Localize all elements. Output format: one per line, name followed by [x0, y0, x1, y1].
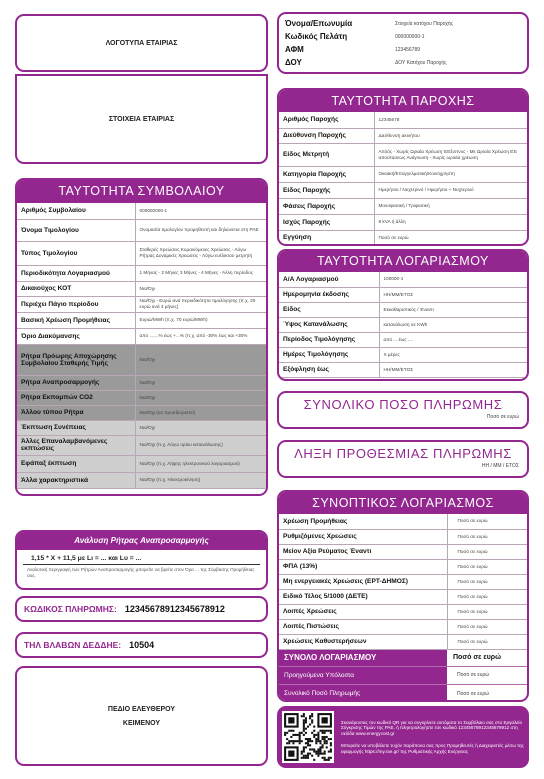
contract-row-label: Άλλες Επαναλαμβανόμενες εκπτώσεις	[17, 435, 135, 455]
contract-row-label: Περιοδικότητα Λογαριασμού	[17, 265, 135, 281]
customer-row	[285, 30, 521, 43]
summary-box	[277, 490, 529, 702]
customer-box	[277, 12, 529, 74]
supply-table	[279, 112, 527, 246]
account-row	[279, 287, 527, 302]
contract-title: ΤΑΥΤΟΤΗΤΑ ΣΥΜΒΟΛΑΙΟΥ	[17, 180, 266, 203]
summary-title: ΣΥΝΟΠΤΙΚΟΣ ΛΟΓΑΡΙΑΣΜΟΣ	[279, 492, 527, 514]
contract-row-value: 1 Μήνας - 2 Μήνες 3 Μήνες - 4 Μήνες - Άλλη περίοδος	[135, 265, 266, 281]
due-date-value: HH / MM / ΕΤΟΣ	[481, 463, 519, 469]
due-date-box	[277, 440, 529, 478]
contract-row-value: Ναι/Όχι	[135, 281, 266, 296]
supply-row-value: Οικιακή/Επαγγελματική/Κοινόχρηστη	[374, 166, 527, 182]
account-row	[279, 332, 527, 347]
contract-row	[17, 344, 266, 375]
summary-table	[279, 514, 527, 650]
contract-row-label: Όριο Διακύμανσης	[17, 328, 135, 344]
summary-row	[279, 529, 527, 544]
contract-row	[17, 312, 266, 328]
contract-identity-box	[15, 178, 268, 496]
contract-row	[17, 455, 266, 472]
contract-row-value: Σταθερές Χρεώσεις Κυμαινόμενες Χρεώσεις - Λόγω Ρήτρας Δυναμικές Χρεώσεις - Λόγω ευέλικτου μετρητή	[135, 241, 266, 265]
contract-row-value: Ναι/Όχι	[135, 420, 266, 435]
contract-row-label: Δικαιούχος ΚΟΤ	[17, 281, 135, 296]
contract-row	[17, 435, 266, 455]
summary-row-value: Ποσό σε ευρώ	[447, 574, 527, 589]
payment-code-box	[15, 596, 268, 622]
summary-row	[279, 514, 527, 529]
contract-row-label: Εφάπαξ έκπτωση	[17, 455, 135, 472]
total-payment-value: Ποσό σε ευρώ	[486, 414, 519, 420]
contract-table	[17, 203, 266, 489]
contract-row-label: Άλλα χαρακτηριστικά	[17, 472, 135, 488]
summary-row-value: Ποσό σε ευρώ	[447, 559, 527, 574]
supply-row-label: Είδος Μετρητή	[279, 143, 374, 166]
supply-row-value: Ποσό σε ευρώ	[374, 230, 527, 245]
summary-row-value: Ποσό σε ευρώ	[447, 619, 527, 634]
summary-prev-value: Ποσό σε ευρώ	[447, 667, 527, 684]
supply-row-label: Διεύθυνση Παροχής	[279, 128, 374, 143]
contract-row	[17, 420, 266, 435]
supply-row-value: 8 kVA ή άλλη	[374, 214, 527, 230]
contract-row-value: Ναι/Όχι - Ευρώ ανά περιοδικότητα τιμολόγησης (π.χ. 20 ευρώ ανά 4 μήνες)	[135, 296, 266, 312]
supply-row	[279, 214, 527, 230]
due-date-title: ΛΗΞΗ ΠΡΟΘΕΣΜΙΑΣ ΠΛΗΡΩΜΗΣ	[294, 446, 512, 461]
account-row	[279, 272, 527, 287]
free-text-box	[15, 666, 268, 766]
supply-row-label: Είδος Παροχής	[279, 182, 374, 198]
summary-total-value: Ποσό σε ευρώ	[447, 650, 527, 666]
summary-row	[279, 544, 527, 559]
contract-row-value: Ναι/Όχι	[135, 344, 266, 375]
footer-text-complaints: Μπορείτε να υποβάλετε τυχόν παράπονα σας προς Προμηθευτές ή Διαχειριστές μέσω της εφαρμογής https://my.rae.gr/ της Ρυθμιστικής Αρχής Ενέργειας	[341, 742, 524, 754]
footer-box	[277, 706, 529, 768]
account-row-value: Εκκαθαριστικός / Έναντι	[379, 302, 527, 317]
company-logo-label: ΛΟΓΟΤΥΠΑ ΕΤΑΙΡΙΑΣ	[105, 39, 178, 47]
summary-row	[279, 634, 527, 649]
customer-row-label: Κωδικός Πελάτη	[285, 32, 348, 41]
supply-row-value: Διεύθυνση ακινήτου	[374, 128, 527, 143]
summary-row-label: Λοιπές Πιστώσεις	[279, 619, 447, 634]
contract-row-label: Ρήτρα Πρόωρης Αποχώρησης Συμβολαίου Σταθερής Τιμής	[17, 344, 135, 375]
supply-row	[279, 230, 527, 245]
supply-row-label: Φάσεις Παροχής	[279, 198, 374, 214]
contract-row-value: Ναι/Όχι	[135, 375, 266, 390]
company-logo-box	[15, 14, 268, 72]
customer-row	[285, 17, 521, 30]
account-title: ΤΑΥΤΟΤΗΤΑ ΛΟΓΑΡΙΑΣΜΟΥ	[279, 251, 527, 272]
contract-row-label: Έκπτωση Συνέπειας	[17, 420, 135, 435]
customer-row	[285, 43, 521, 56]
company-info-box	[15, 74, 268, 164]
supply-row	[279, 128, 527, 143]
summary-row	[279, 604, 527, 619]
summary-row-value: Ποσό σε ευρώ	[447, 514, 527, 529]
summary-row	[279, 574, 527, 589]
contract-row-value: Ναι/Όχι (π.χ. Ηλεκτροκίνηση)	[135, 472, 266, 488]
contract-row-value: Ναι/Όχι (να προσδιοριστεί)	[135, 405, 266, 420]
payment-code-value: 12345678912345678912	[124, 604, 225, 614]
contract-row	[17, 265, 266, 281]
account-row	[279, 317, 527, 332]
account-row-label: Εξόφληση έως	[279, 362, 379, 377]
supply-row-label: Εγγύηση	[279, 230, 374, 245]
outage-phone-box	[15, 632, 268, 658]
summary-grand-label: Συνολικό Ποσό Πληρωμής	[284, 690, 361, 697]
free-text-line1: ΠΕΔΙΟ ΕΛΕΥΘΕΡΟΥ	[107, 705, 176, 713]
account-row	[279, 347, 527, 362]
summary-total-label: ΣΥΝΟΛΟ ΛΟΓΑΡΙΑΣΜΟΥ	[284, 653, 377, 662]
clause-note: Αναλυτική περιγραφή των Ρήτρών Αναπροσαρμογής μπορείτε να βρείτε στον Όρο ... της Σύμβασης Προμήθειας σας.	[27, 567, 255, 578]
account-row	[279, 302, 527, 317]
contract-row-value: Ευρώ/MWh (π.χ. 70 ευρώ/MWh)	[135, 312, 266, 328]
outage-phone-value: 10504	[129, 640, 155, 650]
supply-row-value: Ημερήσιο / Νυχτερινό / Ημερήσιο + Νυχτερινό	[374, 182, 527, 198]
summary-row-label: Ρυθμιζόμενες Χρεώσεις	[279, 529, 447, 544]
contract-row	[17, 328, 266, 344]
account-row-label: Είδος	[279, 302, 379, 317]
payment-code-label: ΚΩΔΙΚΟΣ ΠΛΗΡΩΜΗΣ:	[24, 604, 117, 614]
total-payment-box	[277, 391, 529, 429]
supply-row	[279, 143, 527, 166]
account-row-value: από ... έως ....	[379, 332, 527, 347]
summary-row-value: Ποσό σε ευρώ	[447, 634, 527, 649]
qr-code-icon[interactable]	[282, 711, 334, 763]
summary-row-value: Ποσό σε ευρώ	[447, 589, 527, 604]
account-table	[279, 272, 527, 378]
supply-row-value: Απλός - Χωρίς Ωριαία Χρέωση ΈΕξυπνος - Με Ωριαία Χρέωση ΕΈ αποστασεως Ανάγνωση - Χωρίς ωριαία χρέωση	[374, 143, 527, 166]
customer-row	[285, 56, 521, 69]
total-payment-title: ΣΥΝΟΛΙΚΟ ΠΟΣΟ ΠΛΗΡΩΜΗΣ	[303, 397, 503, 412]
contract-row-label: Όνομα Τιμολογίου	[17, 219, 135, 241]
footer-text-qr: Σκανάροντας τον κωδικό QR για να συγκρίνετε αυτόματα το Συμβόλαιο σας στο Εργαλείο Σύγκρισης Τιμών της ΡΑΕ, ή πληκτρολογήστε τον κωδικό 12345678912345678912 στη σελίδα www.energycost.gr	[341, 719, 522, 737]
company-info-label: ΣΤΟΙΧΕΙΑ ΕΤΑΙΡΙΑΣ	[108, 115, 175, 123]
summary-row-value: Ποσό σε ευρώ	[447, 544, 527, 559]
summary-row-label: Χρεώσεις Καθυστερήσεων	[279, 634, 447, 649]
outage-phone-label: ΤΗΛ ΒΛΑΒΩΝ ΔΕΔΔΗΕ:	[24, 640, 122, 650]
contract-row-value: 000000000-1	[135, 203, 266, 219]
contract-row-label: Άλλου τύπου Ρήτρα	[17, 405, 135, 420]
account-identity-box	[277, 249, 529, 381]
contract-row	[17, 219, 266, 241]
account-row-value: Χ μέρες	[379, 347, 527, 362]
account-row-value: HH/MM/ΕΤΟΣ	[379, 362, 527, 377]
summary-row-label: ΦΠΑ (13%)	[279, 559, 447, 574]
contract-row	[17, 375, 266, 390]
clause-title: Ανάλυση Ρήτρας Αναπροσαρμογής	[17, 532, 266, 550]
supply-identity-box	[277, 88, 529, 246]
summary-grand-value: Ποσό σε ευρώ	[447, 685, 527, 703]
customer-row-label: Όνομα/Επωνυμία	[285, 19, 353, 28]
contract-row	[17, 405, 266, 420]
summary-row	[279, 619, 527, 634]
account-row-value: κατανάλωση σε KWh	[379, 317, 527, 332]
supply-row	[279, 112, 527, 128]
supply-row-label: Αριθμός Παροχής	[279, 112, 374, 128]
account-row-label: Ημερομηνία έκδοσης	[279, 287, 379, 302]
contract-row	[17, 203, 266, 219]
summary-row-label: Ειδικό Τέλος 5/1000 (ΔΕΤΕ)	[279, 589, 447, 604]
supply-row-value: Μονοφασική / Τριφασική	[374, 198, 527, 214]
contract-row-value: Ναι/Όχι	[135, 390, 266, 405]
contract-row-value: Ονομασία τιμολογίου προμηθευτή και δηλώνεται στη ΡΑΕ	[135, 219, 266, 241]
contract-row-label: Ρήτρα Αναπροσαρμογής	[17, 375, 135, 390]
supply-title: ΤΑΥΤΟΤΗΤΑ ΠΑΡΟΧΗΣ	[279, 90, 527, 112]
summary-row	[279, 559, 527, 574]
contract-row	[17, 390, 266, 405]
summary-row-value: Ποσό σε ευρώ	[447, 529, 527, 544]
summary-row-label: Μείον Αξία Ρεύματος Έναντι	[279, 544, 447, 559]
contract-row	[17, 296, 266, 312]
customer-row-label: ΑΦΜ	[285, 45, 304, 54]
contract-row-label: Βασική Χρέωση Προμήθειας	[17, 312, 135, 328]
account-row-label: Ύψος Κατανάλωσης	[279, 317, 379, 332]
customer-row-value: ΔΟΥ Κατόχου Παροχής	[395, 59, 447, 66]
supply-row-label: Κατηγορία Παροχής	[279, 166, 374, 182]
contract-row	[17, 281, 266, 296]
summary-row	[279, 589, 527, 604]
clause-analysis-box	[15, 530, 268, 590]
summary-row-value: Ποσό σε ευρώ	[447, 604, 527, 619]
supply-row-label: Ισχύς Παροχής	[279, 214, 374, 230]
supply-row	[279, 166, 527, 182]
contract-row-value: Ναι/Όχι (π.χ. Λόγω ορίου κατανάλωσης)	[135, 435, 266, 455]
clause-formula: 1,15 * Χ + 11,5 με Lι = ... και Lυ = ...	[23, 550, 260, 565]
account-row-value: 100000-1	[379, 272, 527, 287]
account-row-label: Περίοδος Τιμολόγησης	[279, 332, 379, 347]
supply-row-value: 12345678	[374, 112, 527, 128]
customer-row-value: 123456789	[395, 46, 421, 53]
contract-row-label: Αριθμός Συμβολαίου	[17, 203, 135, 219]
summary-row-label: Λοιπές Χρεώσεις	[279, 604, 447, 619]
contract-row	[17, 472, 266, 488]
customer-rows	[285, 17, 521, 69]
customer-row-value: 000000000-1	[395, 33, 425, 40]
account-row-label: Ημέρες Τιμολόγησης	[279, 347, 379, 362]
account-row	[279, 362, 527, 377]
supply-row	[279, 182, 527, 198]
contract-row-value: Ναι/Όχι (π.χ. Λήψης ηλεκτρονικού λογαριασμού)	[135, 455, 266, 472]
contract-row-label: Τύπος Τιμολογίου	[17, 241, 135, 265]
contract-row-value: από ...,...% έως +...% (π.χ. από -30% έως και +30%	[135, 328, 266, 344]
account-row-value: HH/MM/ΕΤΟΣ	[379, 287, 527, 302]
contract-row-label: Ρήτρα Εκπομπών CO2	[17, 390, 135, 405]
supply-row	[279, 198, 527, 214]
summary-row-label: Μη ενεργειακές Χρεώσεις (ΕΡΤ-ΔΗΜΟΣ)	[279, 574, 447, 589]
free-text-line2: ΚΕΙΜΕΝΟΥ	[122, 719, 161, 727]
contract-row-label: Περιέχει Πάγιο περίοδου	[17, 296, 135, 312]
customer-row-label: ΔΟΥ	[285, 58, 302, 67]
summary-row-label: Χρέωση Προμήθειας	[279, 514, 447, 529]
customer-row-value: Στοιχεία κατόχου Παροχής	[395, 20, 454, 27]
summary-totals	[279, 650, 527, 703]
account-row-label: Α/Α Λογαριασμού	[279, 272, 379, 287]
summary-prev-label: Προηγούμενα Υπόλοιπα	[284, 671, 355, 679]
contract-row	[17, 241, 266, 265]
